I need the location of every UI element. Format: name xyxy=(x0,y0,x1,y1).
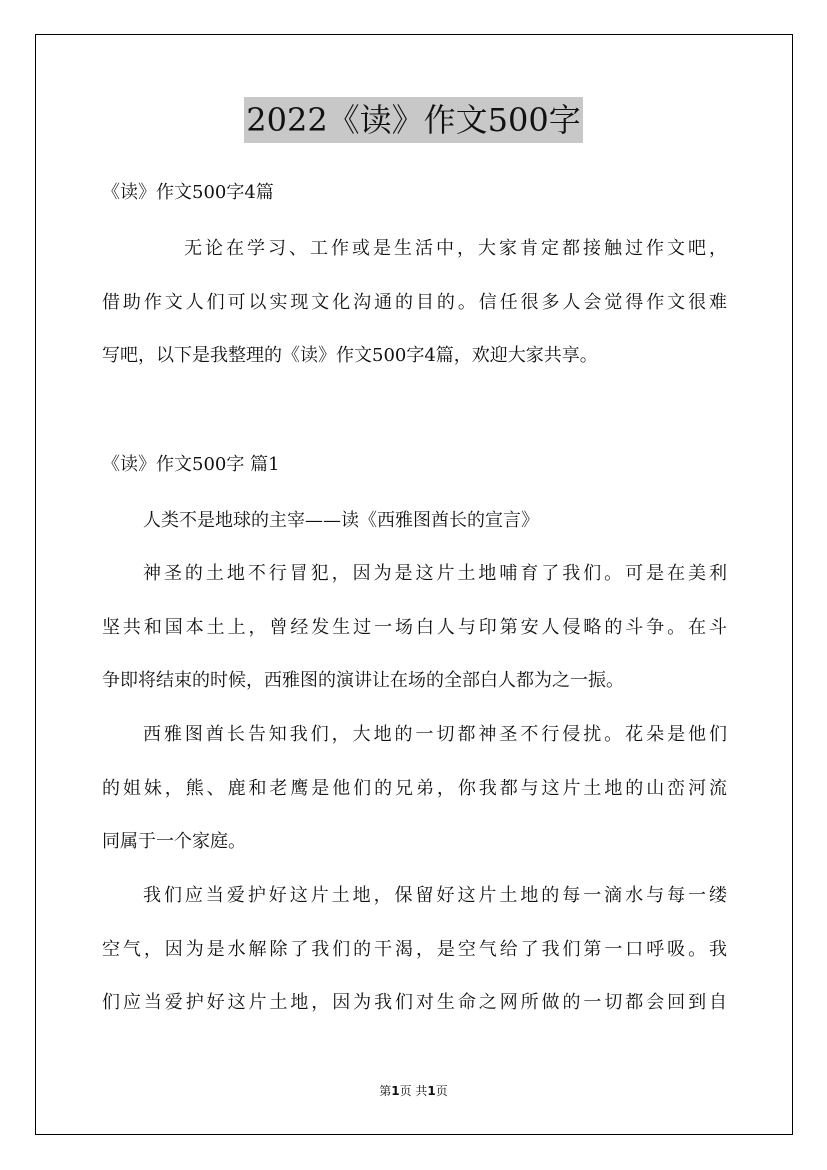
paragraph-2-line-1: 西雅图酋长告知我们，大地的一切都神圣不行侵扰。花朵是他们 xyxy=(143,724,727,745)
paragraph-3-line-3: 们应当爱护好这片土地，因为我们对生命之网所做的一切都会回到自 xyxy=(102,992,727,1013)
page-footer xyxy=(0,1083,827,1099)
paragraph-1-line-3: 争即将结束的时候，西雅图的演讲让在场的全部白人都为之一振。 xyxy=(102,670,624,691)
intro-line-3: 写吧，以下是我整理的《读》作文500字4篇，欢迎大家共享。 xyxy=(102,345,598,366)
intro-line-2: 借助作文人们可以实现文化沟通的目的。信任很多人会觉得作文很难 xyxy=(102,292,727,313)
intro-line-1: 无论在学习、工作或是生活中，大家肯定都接触过作文吧， xyxy=(184,238,727,259)
essay-title: 人类不是地球的主宰——读《西雅图酋长的宣言》 xyxy=(143,510,539,531)
document-title: 2022《读》作文500字 xyxy=(244,97,583,143)
footer-page-prefix: 第 xyxy=(379,1084,392,1098)
paragraph-1-line-1: 神圣的土地不行冒犯，因为是这片土地哺育了我们。可是在美利 xyxy=(143,563,727,584)
document-subtitle: 《读》作文500字4篇 xyxy=(102,182,274,203)
paragraph-1-line-2: 坚共和国本土上，曾经发生过一场白人与印第安人侵略的斗争。在斗 xyxy=(102,617,727,638)
footer-total-number: 1 xyxy=(427,1084,436,1098)
paragraph-3-line-1: 我们应当爱护好这片土地，保留好这片土地的每一滴水与每一缕 xyxy=(143,885,727,906)
footer-total-prefix: 共 xyxy=(415,1084,428,1098)
footer-total-suffix: 页 xyxy=(435,1084,448,1098)
footer-page-suffix: 页 xyxy=(399,1084,412,1098)
title-container xyxy=(0,97,827,143)
footer-page-number: 1 xyxy=(391,1084,400,1098)
section-heading: 《读》作文500字 篇1 xyxy=(102,454,280,475)
paragraph-2-line-3: 同属于一个家庭。 xyxy=(102,831,246,852)
paragraph-3-line-2: 空气，因为是水解除了我们的干渴，是空气给了我们第一口呼吸。我 xyxy=(102,939,727,960)
paragraph-2-line-2: 的姐妹，熊、鹿和老鹰是他们的兄弟，你我都与这片土地的山峦河流 xyxy=(102,778,727,799)
